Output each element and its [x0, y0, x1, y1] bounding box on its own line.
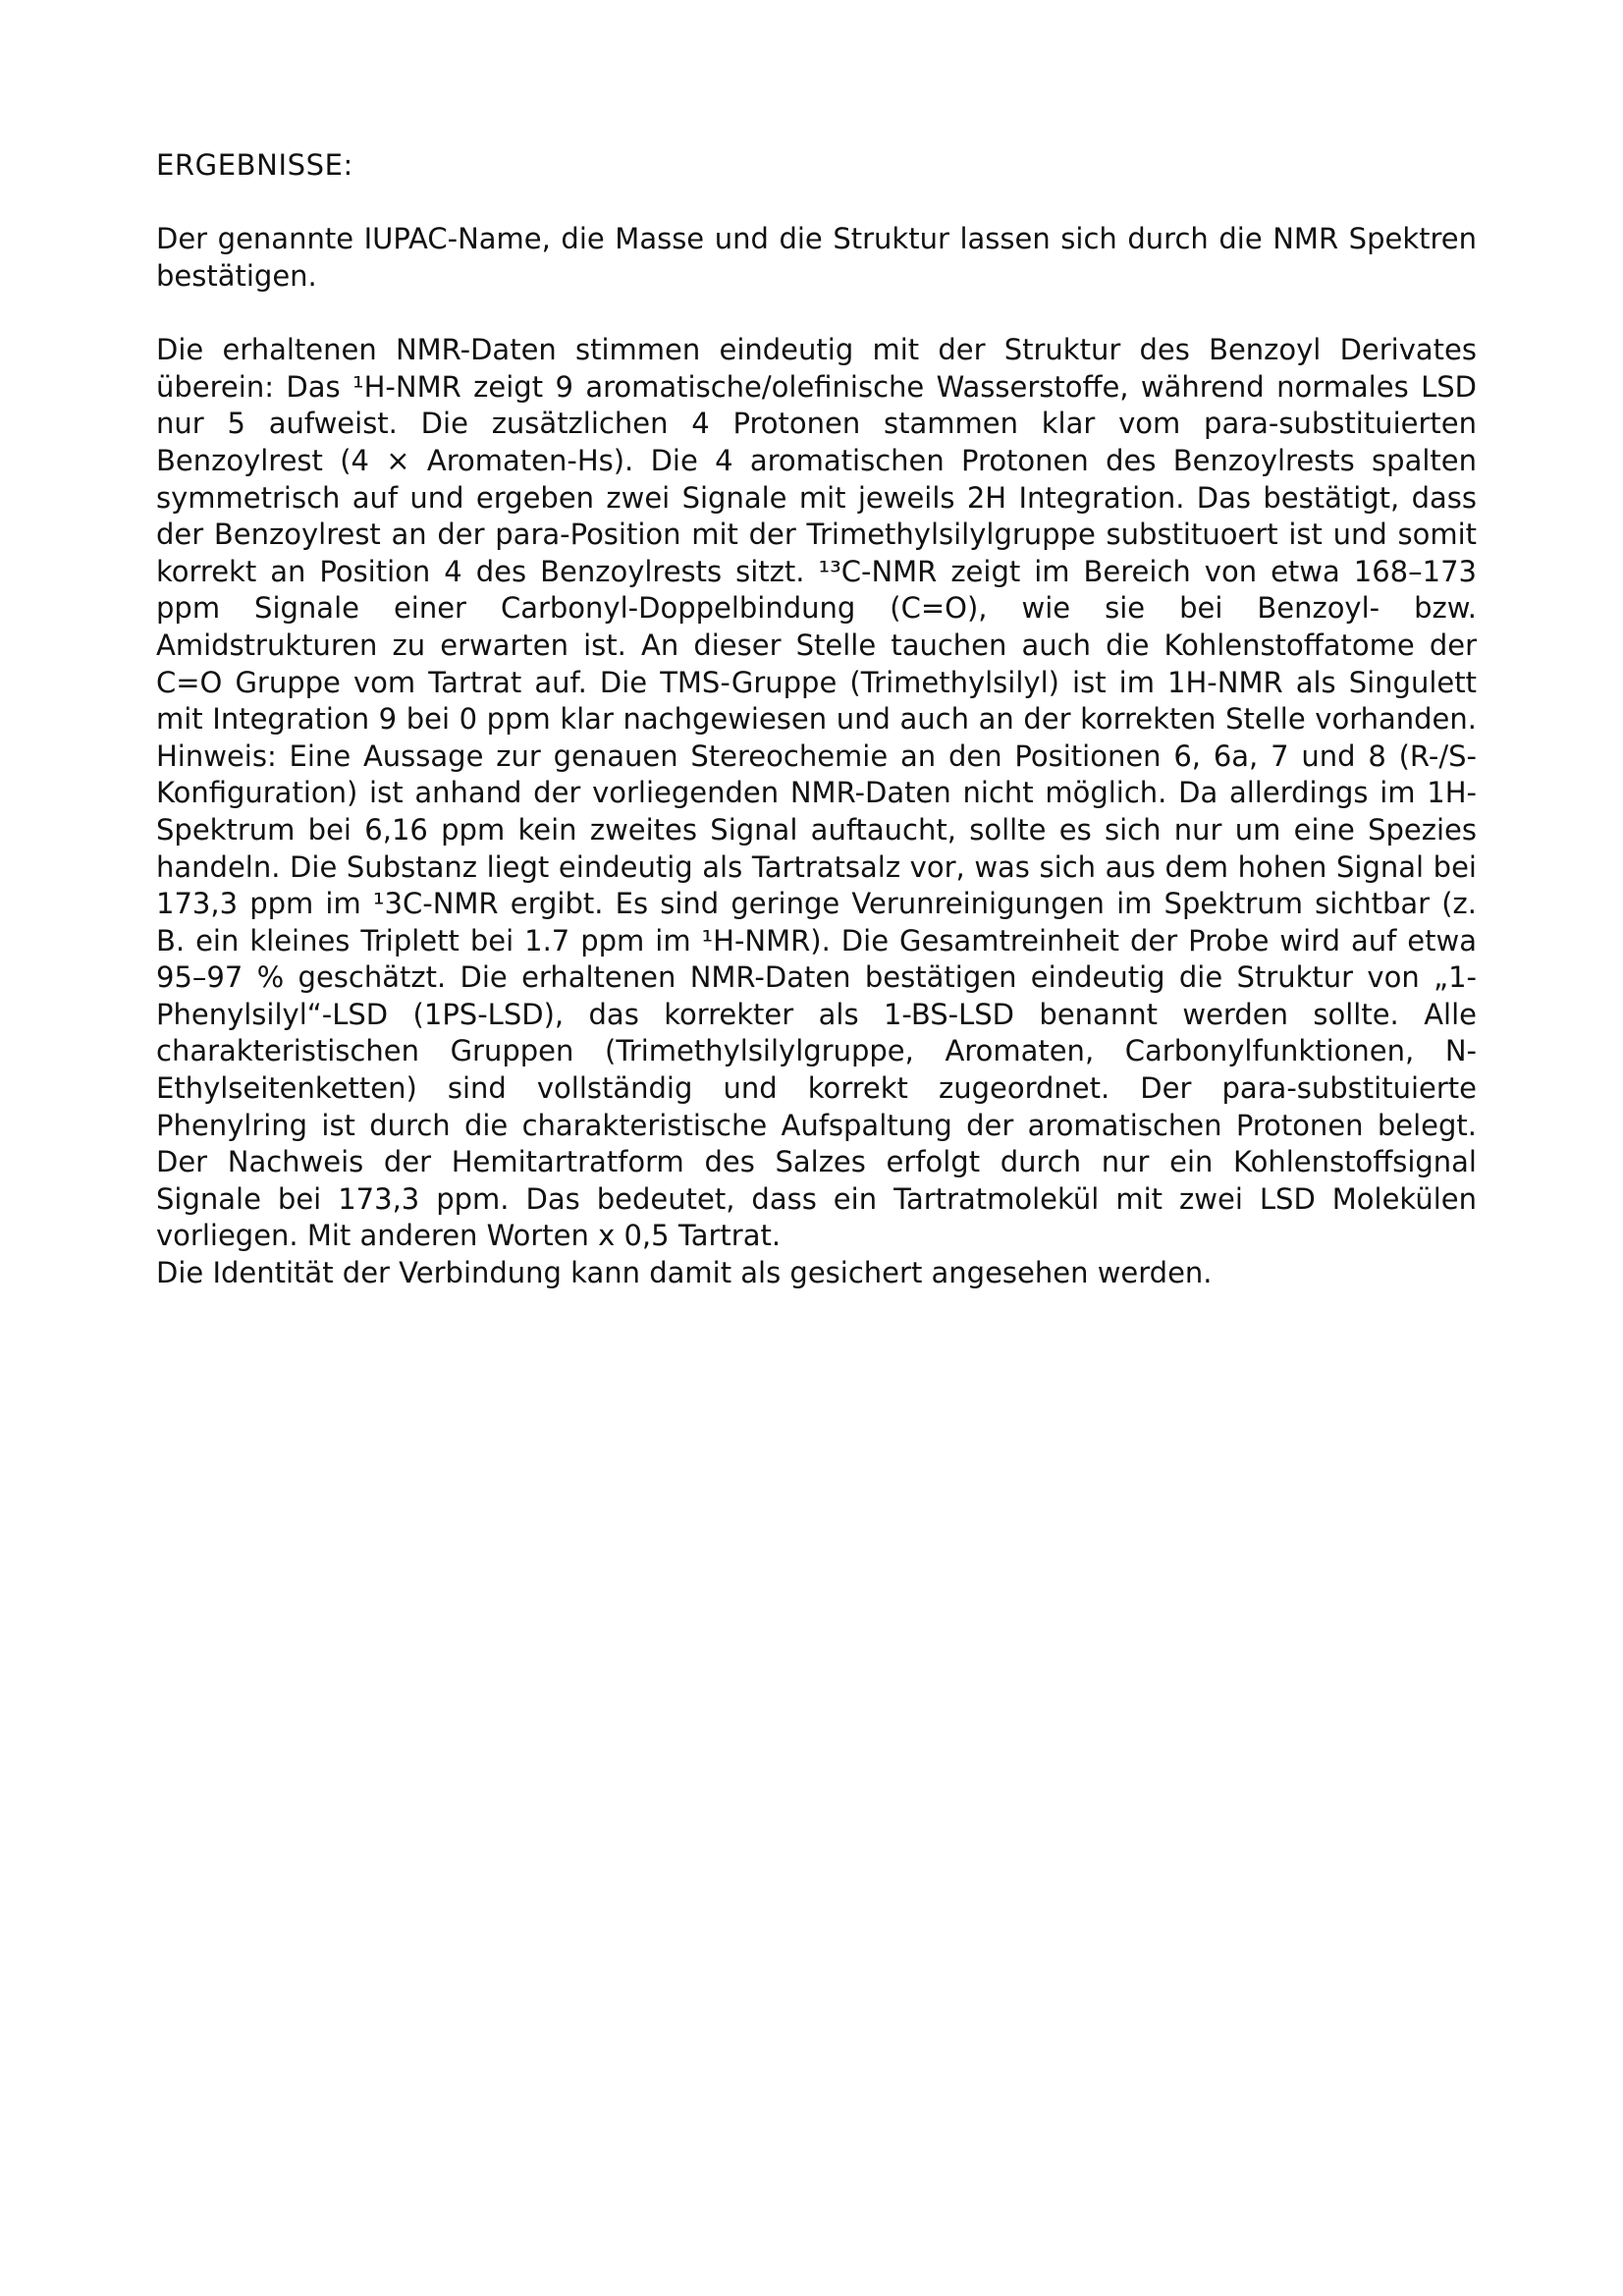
document-page [156, 147, 1477, 1292]
section-heading: ERGEBNISSE: [156, 148, 353, 182]
paragraph-nmr-analysis: Die erhaltenen NMR-Daten stimmen eindeutig mit der Struktur des Benzoyl Derivates überein: Das ¹H-NMR zeigt 9 aromatische/olefinische Wasserstoffe, während normales LSD nur 5 aufweist. Die zusätzlichen 4 Protonen stammen klar vom para-substituierten Benzoylrest (4 × Aromaten-Hs). Die 4 aromatischen Protonen des Benzoylrests spalten symmetrisch auf und ergeben zwei Signale mit jeweils 2H Integration. Das bestätigt, dass der Benzoylrest an der para-Position mit der Trimethylsilylgruppe substituoert ist und somit korrekt an Position 4 des Benzoylrests sitzt. ¹³C-NMR zeigt im Bereich von etwa 168–173 ppm Signale einer Carbonyl-Doppelbindung (C=O), wie sie bei Benzoyl- bzw. Amidstrukturen zu erwarten ist. An dieser Stelle tauchen auch die Kohlenstoffatome der C=O Gruppe vom Tartrat auf. Die TMS-Gruppe (Trimethylsilyl) ist im 1H-NMR als Singulett mit Integration 9 bei 0 ppm klar nachgewiesen und auch an der korrekten Stelle vorhanden. Hinweis: Eine Aussage zur genauen Stereochemie an den Positionen 6, 6a, 7 und 8 (R-/S-Konfiguration) ist anhand der vorliegenden NMR-Daten nicht möglich. Da allerdings im 1H-Spektrum bei 6,16 ppm kein zweites Signal auftaucht, sollte es sich nur um eine Spezies handeln. Die Substanz liegt eindeutig als Tartratsalz vor, was sich aus dem hohen Signal bei 173,3 ppm im ¹3C-NMR ergibt. Es sind geringe Verunreinigungen im Spektrum sichtbar (z. B. ein kleines Triplett bei 1.7 ppm im ¹H-NMR). Die Gesamtreinheit der Probe wird auf etwa 95–97 % geschätzt. Die erhaltenen NMR-Daten bestätigen eindeutig die Struktur von „1-Phenylsilyl“-LSD (1PS-LSD), das korrekter als 1-BS-LSD benannt werden sollte. Alle charakteristischen Gruppen (Trimethylsilylgruppe, Aromaten, Carbonylfunktionen, N-Ethylseitenketten) sind vollständig und korrekt zugeordnet. Der para-substituierte Phenylring ist durch die charakteristische Aufspaltung der aromatischen Protonen belegt. Der Nachweis der Hemitartratform des Salzes erfolgt durch nur ein Kohlenstoffsignal Signale bei 173,3 ppm. Das bedeutet, dass ein Tartratmolekül mit zwei LSD Molekülen vorliegen. Mit anderen Worten x 0,5 Tartrat. [156, 333, 1477, 1253]
paragraph-confirmation: Der genannte IUPAC-Name, die Masse und die Struktur lassen sich durch die NMR Spektren bestätigen. [156, 222, 1477, 293]
paragraph-conclusion: Die Identität der Verbindung kann damit als gesichert angesehen werden. [156, 1256, 1213, 1290]
